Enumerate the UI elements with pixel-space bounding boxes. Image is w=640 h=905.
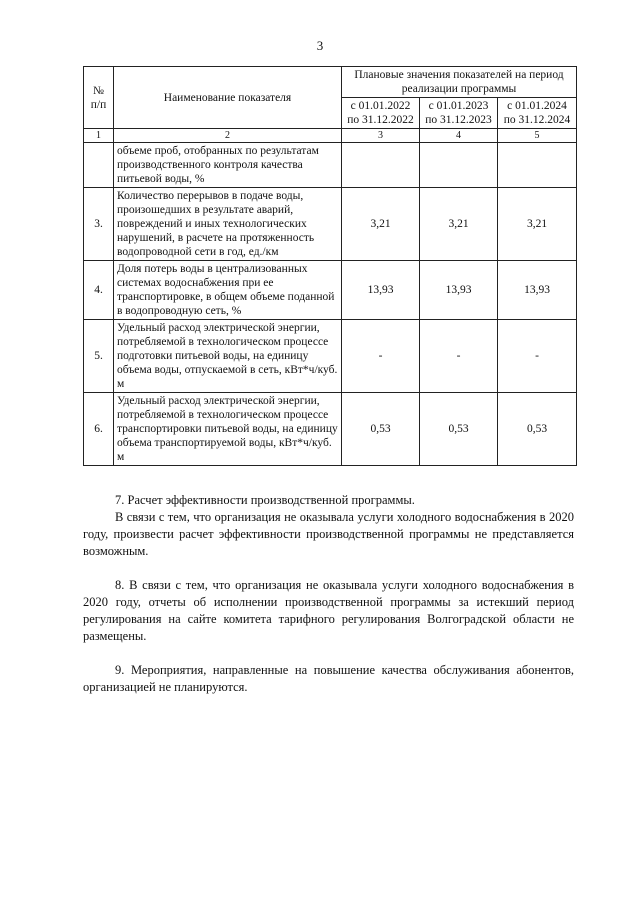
value-2023 — [420, 143, 498, 188]
indicator-name: Количество перерывов в подаче воды, произошедших в результате аварий, повреждений и иных технологических нарушений, в расчете на протяженность водопроводной сети в год, ед./км — [114, 188, 342, 261]
column-numbers-row — [84, 129, 577, 143]
section-8-text: 8. В связи с тем, что организация не оказывала услуги холодного водоснабжения в 2020 году, отчеты об исполнении производственной программы за истекший период регулирования на сайте комитета тарифного регулирования Волгоградской области не размещены. — [83, 578, 574, 643]
document-body — [83, 492, 574, 696]
indicator-name: Удельный расход электрической энергии, потребляемой в технологическом процессе транспортировки питьевой воды, на единицу объема транспортируемой воды, кВт*ч/куб. м — [114, 393, 342, 466]
column-number: 1 — [84, 129, 114, 143]
header-period-2024: с 01.01.2024 по 31.12.2024 — [498, 98, 577, 129]
value-2022: 3,21 — [342, 188, 420, 261]
header-period-2023: с 01.01.2023 по 31.12.2023 — [420, 98, 498, 129]
header-plan-values: Плановые значения показателей на период реализации программы — [342, 67, 577, 98]
value-2023: 13,93 — [420, 261, 498, 320]
section-7-text: В связи с тем, что организация не оказывала услуги холодного водоснабжения в 2020 году, произвести расчет эффективности производственной программы не представляется возможным. — [83, 510, 574, 558]
column-number: 3 — [342, 129, 420, 143]
indicator-name: объеме проб, отобранных по результатам производственного контроля качества питьевой воды, % — [114, 143, 342, 188]
column-number: 4 — [420, 129, 498, 143]
column-number: 5 — [498, 129, 577, 143]
page-number: 3 — [316, 38, 324, 53]
table-row — [84, 188, 577, 261]
value-2022: 0,53 — [342, 393, 420, 466]
column-number: 2 — [114, 129, 342, 143]
table-row — [84, 261, 577, 320]
value-2023: 3,21 — [420, 188, 498, 261]
table-row — [84, 320, 577, 393]
section-9-text: 9. Мероприятия, направленные на повышение качества обслуживания абонентов, организацией не планируются. — [83, 663, 574, 694]
header-period-2022: с 01.01.2022 по 31.12.2022 — [342, 98, 420, 129]
row-number — [84, 143, 114, 188]
value-2024: 3,21 — [498, 188, 577, 261]
section-7-title: 7. Расчет эффективности производственной программы. — [115, 493, 415, 507]
header-number: № п/п — [84, 67, 114, 129]
row-number: 5. — [84, 320, 114, 393]
table-row — [84, 143, 577, 188]
value-2024: 0,53 — [498, 393, 577, 466]
value-2022: 13,93 — [342, 261, 420, 320]
value-2024: - — [498, 320, 577, 393]
indicator-name: Доля потерь воды в централизованных системах водоснабжения при ее транспортировке, в общем объеме поданной в водопроводную сеть, % — [114, 261, 342, 320]
value-2022: - — [342, 320, 420, 393]
value-2024 — [498, 143, 577, 188]
value-2023: 0,53 — [420, 393, 498, 466]
value-2022 — [342, 143, 420, 188]
header-indicator-name: Наименование показателя — [114, 67, 342, 129]
table-row — [84, 393, 577, 466]
row-number: 4. — [84, 261, 114, 320]
table-header-row — [84, 67, 577, 98]
row-number: 6. — [84, 393, 114, 466]
indicator-name: Удельный расход электрической энергии, потребляемой в технологическом процессе подготовки питьевой воды, на единицу объема воды, отпускаемой в сеть, кВт*ч/куб. м — [114, 320, 342, 393]
indicators-table — [83, 66, 577, 466]
row-number: 3. — [84, 188, 114, 261]
value-2023: - — [420, 320, 498, 393]
value-2024: 13,93 — [498, 261, 577, 320]
